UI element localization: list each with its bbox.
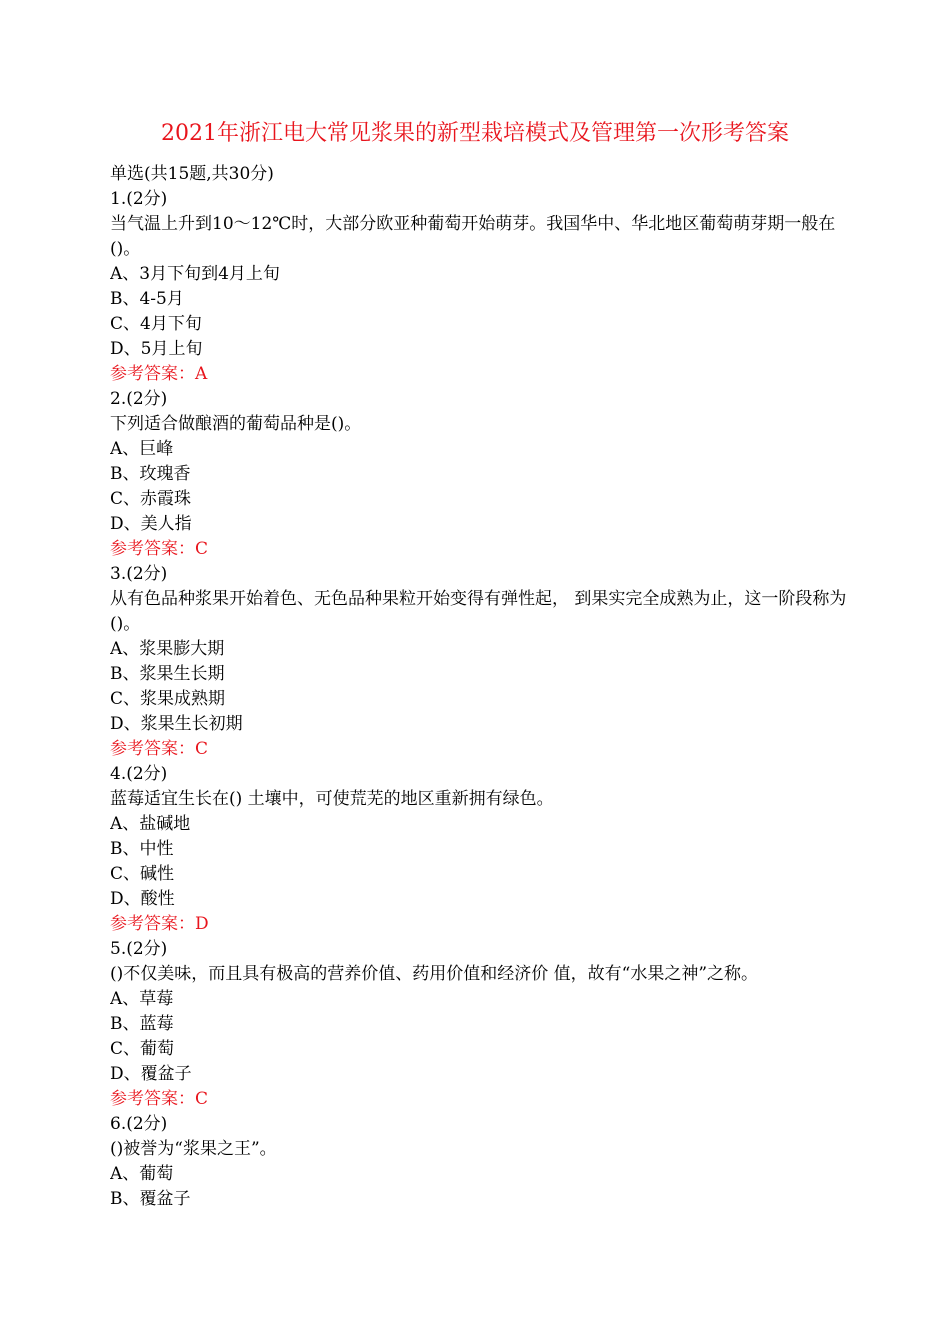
document-content xyxy=(110,162,855,1212)
reference-answer xyxy=(110,537,855,562)
option-a: A、3月下旬到4月上旬 xyxy=(110,264,280,284)
question-number: 4.(2分) xyxy=(110,764,168,784)
question-stem: 从有色品种浆果开始着色、无色品种果粒开始变得有弹性起， 到果实完全成熟为止，这一阶段称为()。 xyxy=(110,589,847,634)
question-number: 2.(2分) xyxy=(110,389,168,409)
question-2 xyxy=(110,387,855,562)
answer-prefix: 参考答案： xyxy=(110,539,195,559)
question-5 xyxy=(110,937,855,1112)
option-c: C、碱性 xyxy=(110,864,175,884)
option-b: B、覆盆子 xyxy=(110,1189,191,1209)
answer-value: D xyxy=(195,914,209,934)
option-b: B、4-5月 xyxy=(110,289,184,309)
option-d: D、覆盆子 xyxy=(110,1064,192,1084)
question-stem: ()不仅美味，而且具有极高的营养价值、药用价值和经济价 值，故有“水果之神”之称。 xyxy=(110,964,759,984)
option-d: D、5月上旬 xyxy=(110,339,203,359)
section-header: 单选(共15题,共30分) xyxy=(110,164,274,184)
answer-value: C xyxy=(195,539,209,559)
question-number: 5.(2分) xyxy=(110,939,168,959)
question-number: 6.(2分) xyxy=(110,1114,168,1134)
option-d: D、浆果生长初期 xyxy=(110,714,243,734)
option-c: C、浆果成熟期 xyxy=(110,689,226,709)
option-d: D、酸性 xyxy=(110,889,175,909)
option-d: D、美人指 xyxy=(110,514,192,534)
question-number: 1.(2分) xyxy=(110,189,168,209)
question-stem: 蓝莓适宜生长在() 土壤中，可使荒芜的地区重新拥有绿色。 xyxy=(110,789,554,809)
question-6 xyxy=(110,1112,855,1212)
reference-answer xyxy=(110,362,855,387)
answer-prefix: 参考答案： xyxy=(110,364,195,384)
option-a: A、盐碱地 xyxy=(110,814,191,834)
question-3 xyxy=(110,562,855,762)
reference-answer xyxy=(110,737,855,762)
option-c: C、4月下旬 xyxy=(110,314,202,334)
document-title: 2021年浙江电大常见浆果的新型栽培模式及管理第一次形考答案 xyxy=(161,121,789,146)
answer-value: C xyxy=(195,1089,209,1109)
answer-prefix: 参考答案： xyxy=(110,739,195,759)
question-stem: ()被誉为“浆果之王”。 xyxy=(110,1139,277,1159)
option-a: A、葡萄 xyxy=(110,1164,174,1184)
answer-value: C xyxy=(195,739,209,759)
answer-value: A xyxy=(195,364,208,384)
answer-prefix: 参考答案： xyxy=(110,1089,195,1109)
option-c: C、赤霞珠 xyxy=(110,489,192,509)
option-b: B、中性 xyxy=(110,839,174,859)
question-stem: 下列适合做酿酒的葡萄品种是()。 xyxy=(110,414,362,434)
reference-answer xyxy=(110,912,855,937)
option-a: A、浆果膨大期 xyxy=(110,639,225,659)
question-number: 3.(2分) xyxy=(110,564,168,584)
option-b: B、浆果生长期 xyxy=(110,664,225,684)
question-stem: 当气温上升到10～12℃时，大部分欧亚种葡萄开始萌芽。我国华中、华北地区葡萄萌芽期一般在()。 xyxy=(110,214,836,259)
option-a: A、巨峰 xyxy=(110,439,174,459)
option-b: B、玫瑰香 xyxy=(110,464,191,484)
answer-prefix: 参考答案： xyxy=(110,914,195,934)
option-a: A、草莓 xyxy=(110,989,174,1009)
question-4 xyxy=(110,762,855,937)
option-b: B、蓝莓 xyxy=(110,1014,174,1034)
question-1 xyxy=(110,187,855,387)
option-c: C、葡萄 xyxy=(110,1039,175,1059)
reference-answer xyxy=(110,1087,855,1112)
